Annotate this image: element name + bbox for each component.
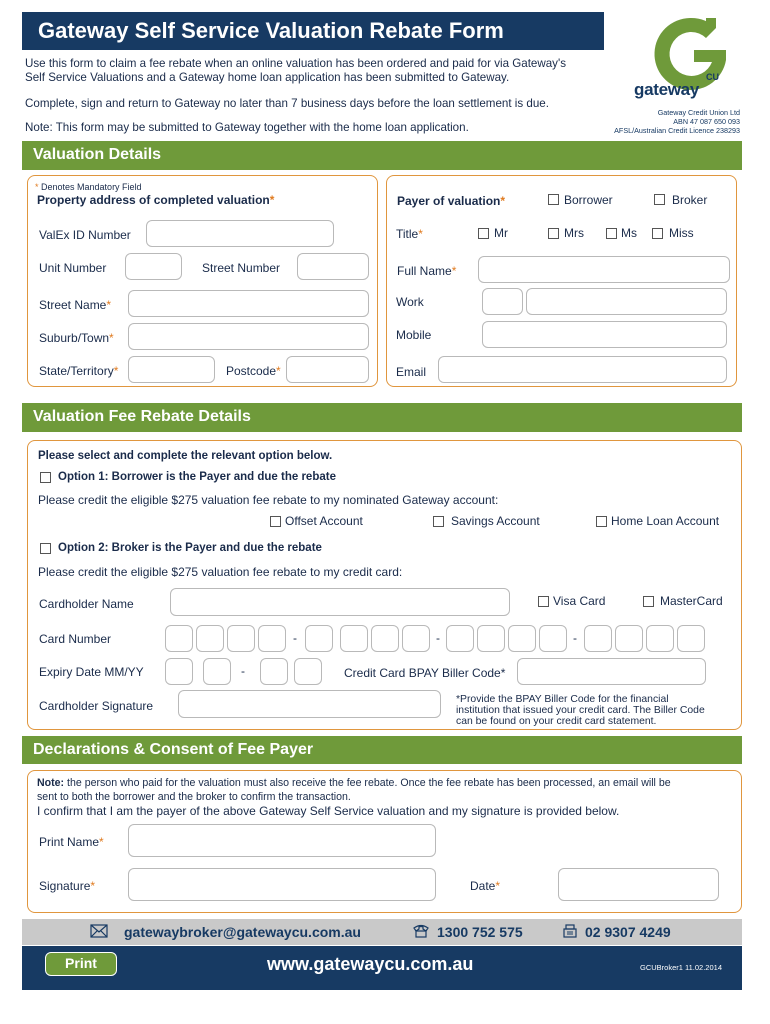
title-label: Title* [396,227,423,241]
miss-label: Miss [669,226,694,240]
card-dash-3: - [573,631,577,645]
street-name-input[interactable] [128,290,369,317]
rebate-details-heading: Valuation Fee Rebate Details [22,403,742,432]
expiry-label: Expiry Date MM/YY [39,665,144,679]
card-dash-1: - [293,631,297,645]
card-dash-2: - [436,631,440,645]
company-abn: ABN 47 087 650 093 [673,117,740,126]
email-label: Email [396,365,427,379]
mr-checkbox[interactable] [478,228,489,239]
biller-note-1: *Provide the BPAY Biller Code for the financial [456,694,669,705]
miss-checkbox[interactable] [652,228,663,239]
form-title: Gateway Self Service Valuation Rebate Form [22,12,604,50]
visa-card-checkbox[interactable] [538,596,549,607]
home-loan-account-checkbox[interactable] [596,516,607,527]
work-area-code-input[interactable] [482,288,523,315]
work-label: Work [396,295,424,309]
card-digit-5[interactable] [305,625,333,652]
card-digit-8[interactable] [402,625,430,652]
option2-checkbox[interactable] [40,543,51,554]
offset-account-label: Offset Account [285,514,363,528]
declaration-note-line-2: sent to both the borrower and the broker to confirm the transaction. [37,791,351,803]
signature-input[interactable] [128,868,436,901]
street-number-input[interactable] [297,253,369,280]
borrower-checkbox[interactable] [548,194,559,205]
biller-note-3: can be found on your credit card statement. [456,716,657,727]
intro-line-1: Use this form to claim a fee rebate when an online valuation has been ordered and paid for via Gateway's [25,57,566,70]
valex-id-input[interactable] [146,220,334,247]
company-name: Gateway Credit Union Ltd [657,108,740,117]
declaration-confirm: I confirm that I am the payer of the above Gateway Self Service valuation and my signature is provided below. [37,804,620,818]
broker-checkbox[interactable] [654,194,665,205]
property-heading: Property address of completed valuation* [37,193,275,207]
card-digit-1[interactable] [165,625,193,652]
payer-heading: Payer of valuation* [397,194,506,208]
street-name-label: Street Name* [39,298,112,312]
footer-fax: 02 9307 4249 [585,924,671,940]
declarations-heading: Declarations & Consent of Fee Payer [22,736,742,764]
suburb-label: Suburb/Town* [39,331,114,345]
card-digit-10[interactable] [477,625,505,652]
card-digit-2[interactable] [196,625,224,652]
visa-card-label: Visa Card [553,594,606,608]
signature-label: Signature* [39,879,96,893]
card-digit-4[interactable] [258,625,286,652]
card-digit-9[interactable] [446,625,474,652]
website-link[interactable]: www.gatewaycu.com.au [267,954,474,974]
rebate-panel [27,440,742,730]
card-digit-14[interactable] [615,625,643,652]
card-digit-12[interactable] [539,625,567,652]
borrower-label: Borrower [564,193,613,207]
mandatory-note: * Denotes Mandatory Field [35,182,142,192]
print-name-input[interactable] [128,824,436,857]
mobile-input[interactable] [482,321,727,348]
expiry-month-2[interactable] [203,658,231,685]
card-number-label: Card Number [39,632,112,646]
work-phone-input[interactable] [526,288,727,315]
savings-account-checkbox[interactable] [433,516,444,527]
full-name-input[interactable] [478,256,730,283]
company-licence: AFSL/Australian Credit Licence 238293 [614,126,740,135]
state-input[interactable] [128,356,215,383]
card-digit-16[interactable] [677,625,705,652]
expiry-year-1[interactable] [260,658,288,685]
intro-line-2: Self Service Valuations and a Gateway home loan application has been submitted to Gateway. [25,71,510,84]
postcode-label: Postcode* [226,364,281,378]
print-name-label: Print Name* [39,835,104,849]
mobile-label: Mobile [396,328,432,342]
card-digit-7[interactable] [371,625,399,652]
option2-label: Option 2: Broker is the Payer and due the rebate [58,542,322,554]
expiry-year-2[interactable] [294,658,322,685]
date-label: Date* [470,879,501,893]
ms-checkbox[interactable] [606,228,617,239]
valuation-details-heading: Valuation Details [22,141,742,170]
declaration-note-line-1: Note: the person who paid for the valuation must also receive the fee rebate. Once the fee rebate has been processed, an email will be [37,777,671,789]
option1-label: Option 1: Borrower is the Payer and due the rebate [58,471,336,483]
card-digit-15[interactable] [646,625,674,652]
biller-code-label: Credit Card BPAY Biller Code* [344,666,506,680]
option2-text: Please credit the eligible $275 valuation fee rebate to my credit card: [38,565,403,579]
biller-code-input[interactable] [517,658,706,685]
card-digit-6[interactable] [340,625,368,652]
suburb-input[interactable] [128,323,369,350]
cardholder-signature-input[interactable] [178,690,441,718]
card-digit-3[interactable] [227,625,255,652]
form-reference: GCUBroker1 11.02.2014 [640,963,722,972]
print-button[interactable]: Print [45,952,117,976]
full-name-label: Full Name* [397,264,457,278]
expiry-dash: - [241,664,245,678]
intro-line-4: Note: This form may be submitted to Gateway together with the home loan application. [25,121,469,134]
footer-email-link[interactable]: gatewaybroker@gatewaycu.com.au [124,924,361,940]
street-number-label: Street Number [202,261,281,275]
logo-name: gateway [634,80,699,99]
cardholder-name-label: Cardholder Name [39,597,134,611]
unit-number-label: Unit Number [39,261,107,275]
option1-checkbox[interactable] [40,472,51,483]
fax-icon [562,923,578,944]
cardholder-signature-label: Cardholder Signature [39,699,154,713]
broker-label: Broker [672,193,708,207]
valex-label: ValEx ID Number [39,228,131,242]
envelope-icon [90,924,108,943]
date-input[interactable] [558,868,719,901]
home-loan-account-label: Home Loan Account [611,514,720,528]
rebate-instruction: Please select and complete the relevant option below. [38,450,333,462]
intro-line-3: Complete, sign and return to Gateway no later than 7 business days before the loan settlement is due. [25,97,549,110]
mrs-checkbox[interactable] [548,228,559,239]
logo-cu: CU [706,72,719,82]
card-digit-13[interactable] [584,625,612,652]
option1-text: Please credit the eligible $275 valuation fee rebate to my nominated Gateway account: [38,493,499,507]
mastercard-checkbox[interactable] [643,596,654,607]
unit-number-input[interactable] [125,253,182,280]
card-digit-11[interactable] [508,625,536,652]
postcode-input[interactable] [286,356,369,383]
footer-phone[interactable]: 1300 752 575 [437,924,523,940]
cardholder-name-input[interactable] [170,588,510,616]
mr-label: Mr [494,226,508,240]
savings-account-label: Savings Account [451,514,540,528]
email-input[interactable] [438,356,727,383]
biller-note-2: institution that issued your credit card. The Biller Code [456,705,705,716]
mastercard-label: MasterCard [660,594,723,608]
phone-icon [412,923,430,944]
state-label: State/Territory* [39,364,119,378]
ms-label: Ms [621,226,637,240]
offset-account-checkbox[interactable] [270,516,281,527]
mrs-label: Mrs [564,226,584,240]
expiry-month-1[interactable] [165,658,193,685]
